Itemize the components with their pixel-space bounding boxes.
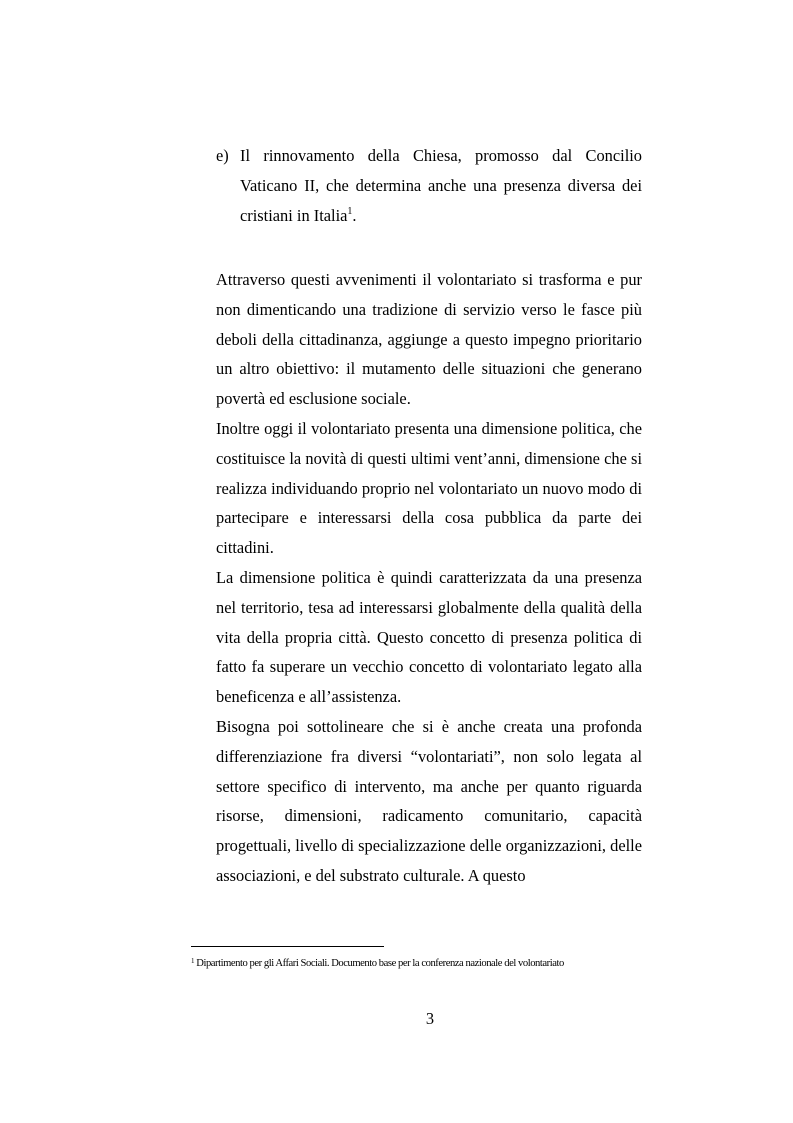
footnote [191, 957, 661, 970]
footnote-separator [191, 946, 384, 947]
footnote-reference[interactable]: 1 [347, 205, 353, 217]
page-number: 3 [425, 1009, 435, 1028]
paragraph: Inoltre oggi il volontariato presenta una dimensione politica, che costituisce la novità di questi ultimi vent’anni, dimensione che si realizza individuando proprio nel volontariato un nuovo modo di partecipare e interessarsi della cosa pubblica da parte dei cittadini. [216, 418, 642, 558]
paragraph: Attraverso questi avvenimenti il volontariato si trasforma e pur non dimenticando una tradizione di servizio verso le fasce più deboli della cittadinanza, aggiunge a questo impegno prioritario un altro obiettivo: il mutamento delle situazioni che generano povertà ed esclusione sociale. [216, 270, 642, 409]
footnote-text: Dipartimento per gli Affari Sociali. Documento base per la conferenza nazionale del volontariato [196, 958, 564, 969]
paragraph: Bisogna poi sottolineare che si è anche creata una profonda differenziazione fra diversi “volontariati”, non solo legata al settore specifico di intervento, ma anche per quanto riguarda risorse, dimensioni, radicamento comunitario, capacità progettuali, livello di specializzazione delle organizzazioni, delle associazioni, e del substrato culturale. A questo [216, 716, 642, 885]
list-item-body: Il rinnovamento della Chiesa, promosso dal Concilio Vaticano II, che determina anche una presenza diversa dei cristiani in Italia [240, 146, 642, 225]
list-marker: e) [216, 146, 229, 165]
body-text [216, 265, 642, 891]
list-item-end: . [352, 205, 357, 225]
paragraph: La dimensione politica è quindi caratterizzata da una presenza nel territorio, tesa ad interessarsi globalmente della qualità della vita della propria città. Questo concetto di presenza politica di fatto fa superare un vecchio concetto di volontariato legato alla beneficenza e all’assistenza. [216, 567, 642, 707]
list-item-text [240, 141, 642, 230]
list-item-e [216, 141, 642, 230]
footnote-number: 1 [191, 957, 195, 965]
